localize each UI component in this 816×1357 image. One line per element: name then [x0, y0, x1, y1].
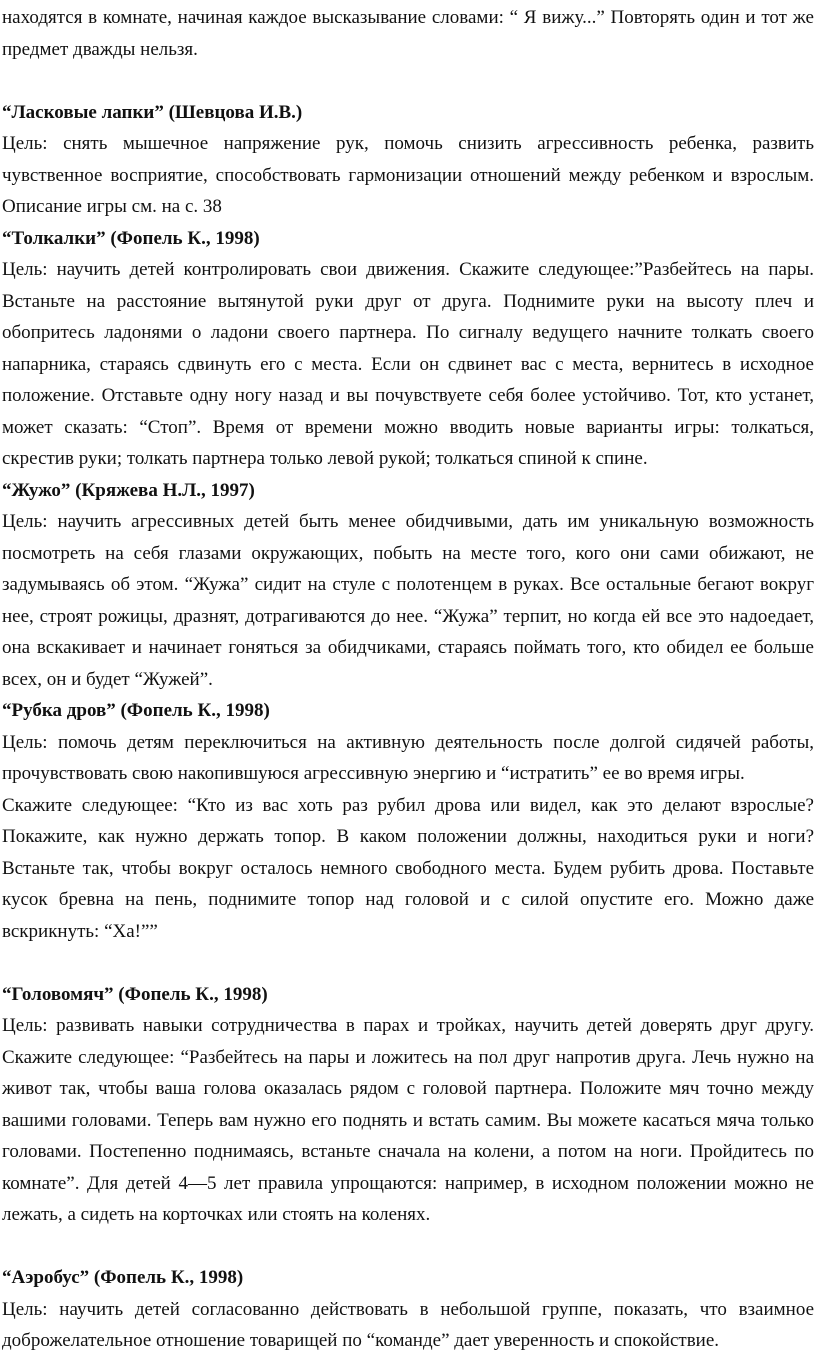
section-paragraph: Цель: научить агрессивных детей быть менее обидчивыми, дать им уникальную возможность посмотреть на себя глазами окружающих, побыть на месте того, кого они сами обижают, не задумываясь об этом. “Жужа” сидит на стуле с полотенцем в руках. Все остальные бегают вокруг нее, строят рожицы, дразнят, дотрагиваются до нее. “Жужа” терпит, но когда ей все это надоедает, она вскакивает и начинает гоняться за обидчиками, стараясь поймать того, кто обидел ее больше всех, он и будет “Жужей”. — [2, 511, 814, 690]
section-aerobus — [2, 1262, 814, 1357]
section-paragraph: Цель: развивать навыки сотрудничества в парах и тройках, научить детей доверять друг другу. Скажите следующее: “Разбейтесь на пары и ложитесь на пол друг напротив друга. Лечь нужно на живот так, чтобы ваша голова оказалась рядом с головой партнера. Положите мяч точно между вашими головами. Теперь вам нужно его поднять и встать самим. Вы можете касаться мяча только головами. Постепенно поднимаясь, встаньте сначала на колени, а потом на ноги. Пройдитесь по комнате”. Для детей 4—5 лет правила упрощаются: например, в исходном положении можно не лежать, а сидеть на корточках или стоять на коленях. — [2, 1015, 814, 1225]
section-paragraph: Скажите следующее: “Кто из вас хоть раз рубил дрова или видел, как это делают взрослые? Покажите, как нужно держать топор. В каком положении должны, находиться руки и ноги? Встаньте так, чтобы вокруг осталось немного свободного места. Будем рубить дрова. Поставьте кусок бревна на пень, поднимите топор над головой и с силой опустите его. Можно даже вскрикнуть: “Ха!”” — [2, 794, 814, 942]
section-golovomyach — [2, 979, 814, 1231]
section-paragraph: Цель: помочь детям переключиться на активную деятельность после долгой сидячей работы, прочувствовать свою накопившуюся агрессивную энергию и “истратить” ее во время игры. — [2, 731, 814, 784]
section-paragraph: Цель: снять мышечное напряжение рук, помочь снизить агрессивность ребенка, развить чувственное восприятие, способствовать гармонизации отношений между ребенком и взрослым. Описание игры см. на с. 38 — [2, 133, 814, 217]
section-title: “Ласковые лапки” (Шевцова И.В.) — [2, 101, 303, 123]
section-rubka-drov — [2, 695, 814, 947]
section-tolkalki — [2, 223, 814, 475]
section-zhuzho — [2, 475, 814, 696]
section-title: “Жужо” (Кряжева Н.Л., 1997) — [2, 479, 255, 501]
section-title: “Головомяч” (Фопель К., 1998) — [2, 983, 268, 1005]
section-paragraph: Цель: научить детей согласованно действовать в небольшой группе, показать, что взаимное доброжелательное отношение товарищей по “команде” дает уверенность и спокойствие. — [2, 1298, 814, 1351]
section-laskovye-lapki — [2, 97, 814, 223]
section-title: “Аэробус” (Фопель К., 1998) — [2, 1267, 244, 1288]
intro-paragraph: находятся в комнате, начиная каждое высказывание словами: “ Я вижу...” Повторять один и тот же предмет дважды нельзя. — [2, 7, 814, 60]
section-title: “Рубка дров” (Фопель К., 1998) — [2, 700, 270, 721]
section-title: “Толкалки” (Фопель К., 1998) — [2, 227, 260, 249]
section-paragraph: Цель: научить детей контролировать свои движения. Скажите следующее:”Разбейтесь на пары. Встаньте на расстояние вытянутой руки друг от друга. Поднимите руки на высоту плеч и обопритесь ладонями о ладони своего партнера. По сигналу ведущего начните толкать своего напарника, стараясь сдвинуть его с места. Если он сдвинет вас с места, вернитесь в исходное положение. Отставьте одну ногу назад и вы почувствуете себя более устойчиво. Тот, кто устанет, может сказать: “Стоп”. Время от времени можно вводить новые варианты игры: толкаться, скрестив руки; толкать партнера только левой рукой; толкаться спиной к спине. — [2, 259, 814, 469]
